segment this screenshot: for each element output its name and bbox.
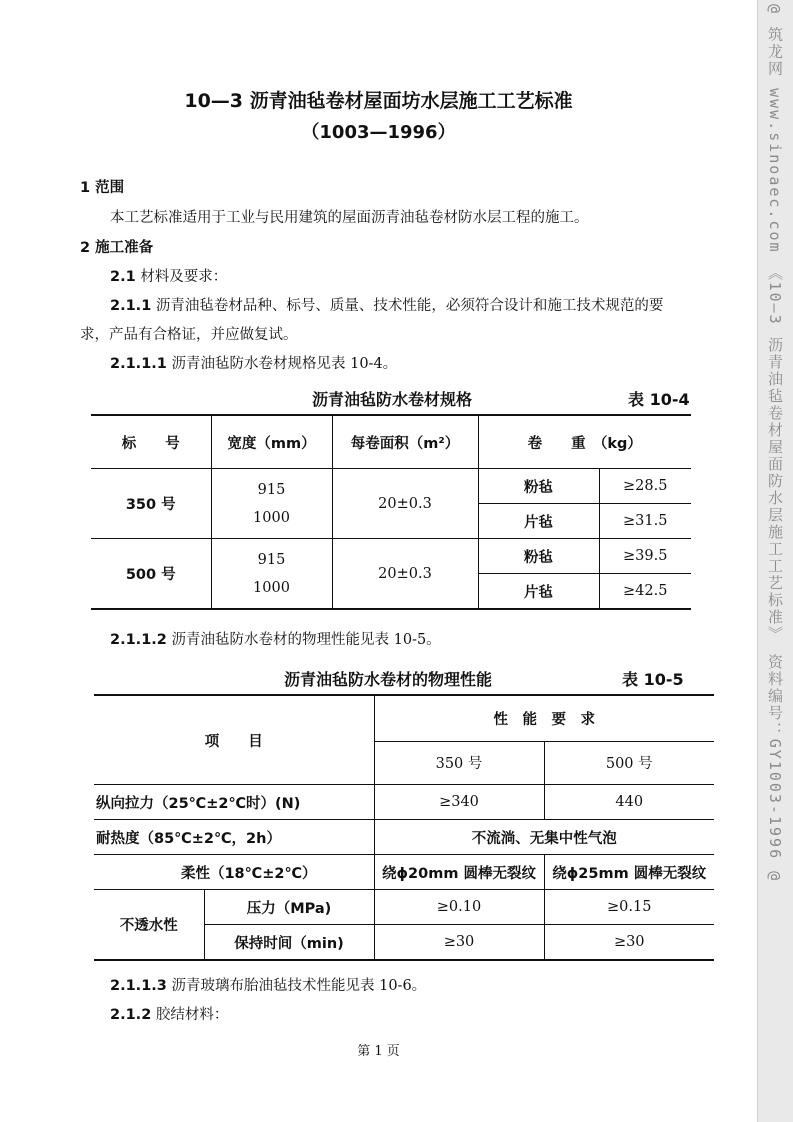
grade-cell: 350 号 [91,469,211,539]
flex-label: 柔性（18℃±2℃） [94,855,374,890]
clause-2-1 [110,265,227,286]
header-500: 500 号 [544,741,714,785]
header-area: 每卷面积（m²） [332,415,478,469]
table-10-4-caption: 沥青油毡防水卷材规格 [312,390,473,409]
header-350: 350 号 [374,741,544,785]
clause-number: 2.1.2 [110,1007,152,1023]
section-title: 范围 [95,180,125,196]
area-cell: 20±0.3 [332,469,478,539]
felt-type-cell: 片毡 [478,504,599,539]
clause-2-1-1 [110,294,663,315]
table-row [94,855,714,890]
clause-text: 材料及要求： [140,269,228,285]
clause-2-1-1-2 [110,628,441,649]
width-value: 915 [257,551,286,568]
clause-number: 2.1.1.2 [110,632,167,648]
width-cell [211,469,332,539]
watermark-sidebar [757,0,793,1122]
table-row [91,469,691,504]
heat-value: 不流淌、无集中性气泡 [374,820,714,855]
header-weight: 卷 重 （kg） [478,415,691,469]
clause-2-1-2 [110,1003,228,1024]
clause-text: 胶结材料： [155,1007,229,1023]
tensile-350: ≥340 [374,785,544,820]
clause-2-1-1-3 [110,974,426,995]
watermark-text: @ 筑龙网 www.sinoaec.com 《10—3 沥青油毡卷材屋面防水层施工工艺标准》 资料编号：GY1003-1996 @ [766,4,784,883]
table-10-4-label: 表 10-4 [628,390,690,409]
pressure-350: ≥0.10 [374,890,544,925]
width-cell [211,539,332,610]
felt-type-cell: 片毡 [478,574,599,610]
table-row [94,890,714,925]
header-requirements: 性 能 要 求 [374,695,714,741]
clause-number: 2.1.1 [110,298,152,314]
flex-350: 绕ϕ20mm 圆棒无裂纹 [374,855,544,890]
heat-label: 耐热度（85℃±2℃，2h） [94,820,374,855]
tensile-500: 440 [544,785,714,820]
table-row [91,539,691,574]
pressure-label: 压力（MPa) [204,890,374,925]
section-title: 施工准备 [95,240,154,256]
weight-value-cell: ≥42.5 [599,574,691,610]
clause-number: 2.1.1.1 [110,356,167,372]
clause-number: 2.1.1.3 [110,978,167,994]
tensile-label: 纵向拉力（25℃±2℃时）(N) [94,785,374,820]
document-title: 10—3 沥青油毡卷材屋面坊水层施工工艺标准 [184,90,573,112]
weight-value-cell: ≥39.5 [599,539,691,574]
section-number: 2 [80,240,91,256]
pressure-500: ≥0.15 [544,890,714,925]
imperm-label: 不透水性 [94,890,204,961]
felt-type-cell: 粉毡 [478,469,599,504]
section-number: 1 [80,180,91,196]
table-10-5 [94,694,714,961]
clause-text: 沥青玻璃布胎油毡技术性能见表 10-6。 [171,978,427,994]
header-grade: 标 号 [91,415,211,469]
header-width: 宽度（mm） [211,415,332,469]
section-1-body: 本工艺标准适用于工业与民用建筑的屋面沥青油毡卷材防水层工程的施工。 [110,210,589,226]
table-row [94,820,714,855]
clause-text: 沥青油毡卷材品种、标号、质量、技术性能，必须符合设计和施工技术规范的要 [155,298,664,314]
width-value: 1000 [253,509,290,526]
section-1-heading [80,176,124,197]
document-code: （1003—1996） [301,122,456,143]
page-number: 第 1 页 [357,1044,400,1059]
weight-value-cell: ≥31.5 [599,504,691,539]
width-value: 915 [257,481,286,498]
table-10-5-label: 表 10-5 [622,670,684,689]
table-row [94,785,714,820]
time-label: 保持时间（min) [204,925,374,961]
table-10-4 [91,414,691,610]
time-350: ≥30 [374,925,544,961]
table-10-5-caption: 沥青油毡防水卷材的物理性能 [284,670,493,689]
flex-500: 绕ϕ25mm 圆棒无裂纹 [544,855,714,890]
header-item: 项 目 [94,695,374,785]
clause-2-1-1-continued: 求，产品有合格证，并应做复试。 [80,327,298,343]
table-header-row [94,695,714,741]
width-value: 1000 [253,579,290,596]
grade-cell: 500 号 [91,539,211,610]
section-2-heading [80,236,153,257]
area-cell: 20±0.3 [332,539,478,610]
table-header-row [91,415,691,469]
clause-number: 2.1 [110,269,136,285]
time-500: ≥30 [544,925,714,961]
clause-text: 沥青油毡防水卷材规格见表 10-4。 [171,356,398,372]
weight-value-cell: ≥28.5 [599,469,691,504]
felt-type-cell: 粉毡 [478,539,599,574]
clause-2-1-1-1 [110,352,397,373]
clause-text: 沥青油毡防水卷材的物理性能见表 10-5。 [171,632,441,648]
